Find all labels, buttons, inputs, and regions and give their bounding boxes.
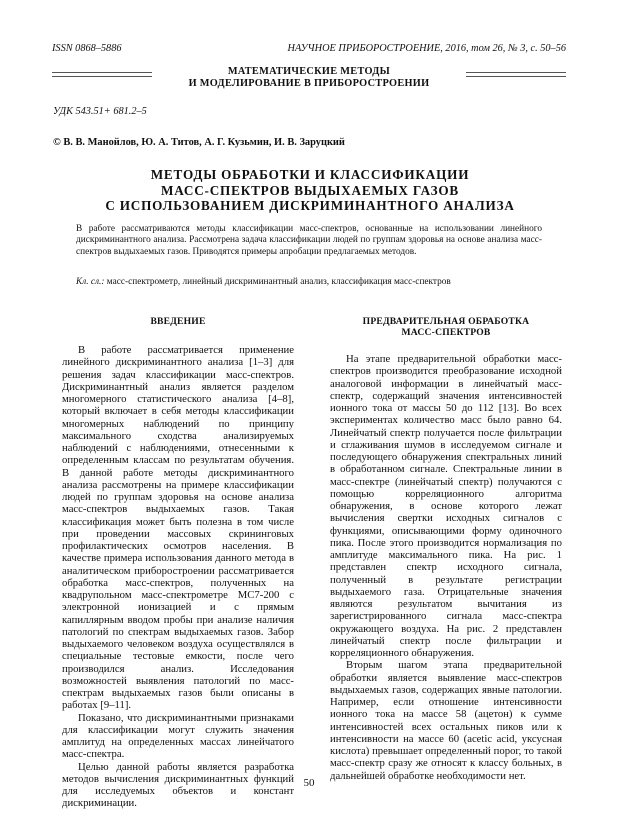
running-header xyxy=(52,43,566,57)
page-number: 50 xyxy=(303,777,315,789)
paragraph: Показано, что дискриминантными признаками для классификации могут служить значения амплитуд на определенных массах линейчатого масс-спектра. xyxy=(62,711,294,761)
paragraph: В работе рассматривается применение линейного дискриминантного анализа [1–3] для решения задач классификации масс-спектров. Дискриминантный анализ является разделом многомерного статистического анализа [4–8], который включает в себя методы классификации многомерных наблюдений по принципу максимального сходства анализируемых наблюдений с наблюдениями, отнесенными к определенным классам по результатам обучения. В данной работе методы дискриминантного анализа рассмотрены на примере классификации людей по группам здоровья на основе анализа масс-спектров выдыхаемых газов. Такая классификация может быть полезна в том числе при проведении массовых скрининговых профилактических осмотров населения. В качестве примера использования данного метода в аналитическом приборостроении рассматривается обработка масс-спектров, полученных на квадрупольном масс-спектрометре МС7-200 с электронной ионизацией и с прямым капиллярным вводом пробы при анализе наличия патологий по спектрам выдыхаемых газов. Забор выдыхаемого человеком воздуха осуществлялся в специальные тестовые емкости, после чего производился анализ. Исследования возможностей выявления патологий по масс-спектрам выдыхаемых газов были описаны в работах [9–11]. xyxy=(62,344,294,712)
paragraph: На этапе предварительной обработки масс-спектров производится преобразование исходной аналоговой информации в линейчатый масс-спектр, содержащий значения интенсивностей ионного тока от массы 50 до 112 [13]. Во всех экспериментах количество масс было равно 64. Линейчатый спектр получается после фильтрации и сглаживания шумов в исследуемом сигнале и последующего обнаружения спектральных линий в обработанном сигнале. Спектральные линии в масс-спектре (линейчатый спектр) получаются с помощью корреляционного алгоритма обнаружения, в основе которого лежат вычисления свертки исходных сигналов с функциями, описывающими форму одиночного пика. После этого производится нормализация по амплитуде максимального пика. На рис. 1 представлен спектр исходного сигнала, полученный в результате регистрации выдыхаемого газа. Отрицательные значения являются результатом вычитания из зарегистрированного сигнала масс-спектра окружающего воздуха. На рис. 2 представлен линейчатый спектр после фильтрации и корреляционного обнаружения. xyxy=(330,353,562,659)
keywords-text: масс-спектрометр, линейный дискриминантный анализ, классификация масс-спектров xyxy=(104,277,451,287)
section-header xyxy=(52,66,566,92)
keywords-label: Кл. сл.: xyxy=(76,277,105,287)
udk-code: УДК 543.51+ 681.2–5 xyxy=(53,106,147,117)
paper-title: МЕТОДЫ ОБРАБОТКИ И КЛАССИФИКАЦИИ МАСС-СПЕКТРОВ ВЫДЫХАЕМЫХ ГАЗОВ С ИСПОЛЬЗОВАНИЕМ ДИСКРИМИНАНТНОГО АНАЛИЗА xyxy=(105,167,515,213)
section-title: МАТЕМАТИЧЕСКИЕ МЕТОДЫ И МОДЕЛИРОВАНИЕ В ПРИБОРОСТРОЕНИИ xyxy=(188,66,430,89)
abstract: В работе рассматриваются методы классификации масс-спектров, основанные на использовании линейного дискриминантного анализа. Рассмотрена задача классификации людей по группам здоровья на основе анализа масс-спектров выдыхаемых газов. Приводятся примеры апробации предлагаемых методов. xyxy=(76,224,542,257)
issn: ISSN 0868–5886 xyxy=(52,43,122,54)
section-heading-preprocessing: ПРЕДВАРИТЕЛЬНАЯ ОБРАБОТКА МАСС-СПЕКТРОВ xyxy=(362,316,530,338)
section-heading-introduction: ВВЕДЕНИЕ xyxy=(150,316,206,327)
left-column xyxy=(62,316,294,810)
journal-citation: НАУЧНОЕ ПРИБОРОСТРОЕНИЕ, 2016, том 26, № 3, с. 50–56 xyxy=(287,43,566,54)
paragraph: Вторым шагом этапа предварительной обработки является выявление масс-спектров выдыхаемых газов, содержащих явные патологии. Например, если отношение интенсивности ионного тока на массе 58 (ацетон) к сумме интенсивностей всех остальных пиков или к интенсивности на массе 60 (acetic acid, уксусная кислота) превышает определенный порог, то такой масс-спектр сразу же относят к классу больных, в дальнейшей обработке необходимости нет. xyxy=(330,659,562,782)
authors: © В. В. Манойлов, Ю. А. Титов, А. Г. Кузьмин, И. В. Заруцкий xyxy=(53,137,345,148)
header-rule-right xyxy=(466,72,566,77)
keywords xyxy=(76,277,546,287)
right-column xyxy=(330,316,562,782)
paragraph: Целью данной работы является разработка методов вычисления дискриминантных функций для исследуемых объектов и констант дискриминации. xyxy=(62,760,294,810)
